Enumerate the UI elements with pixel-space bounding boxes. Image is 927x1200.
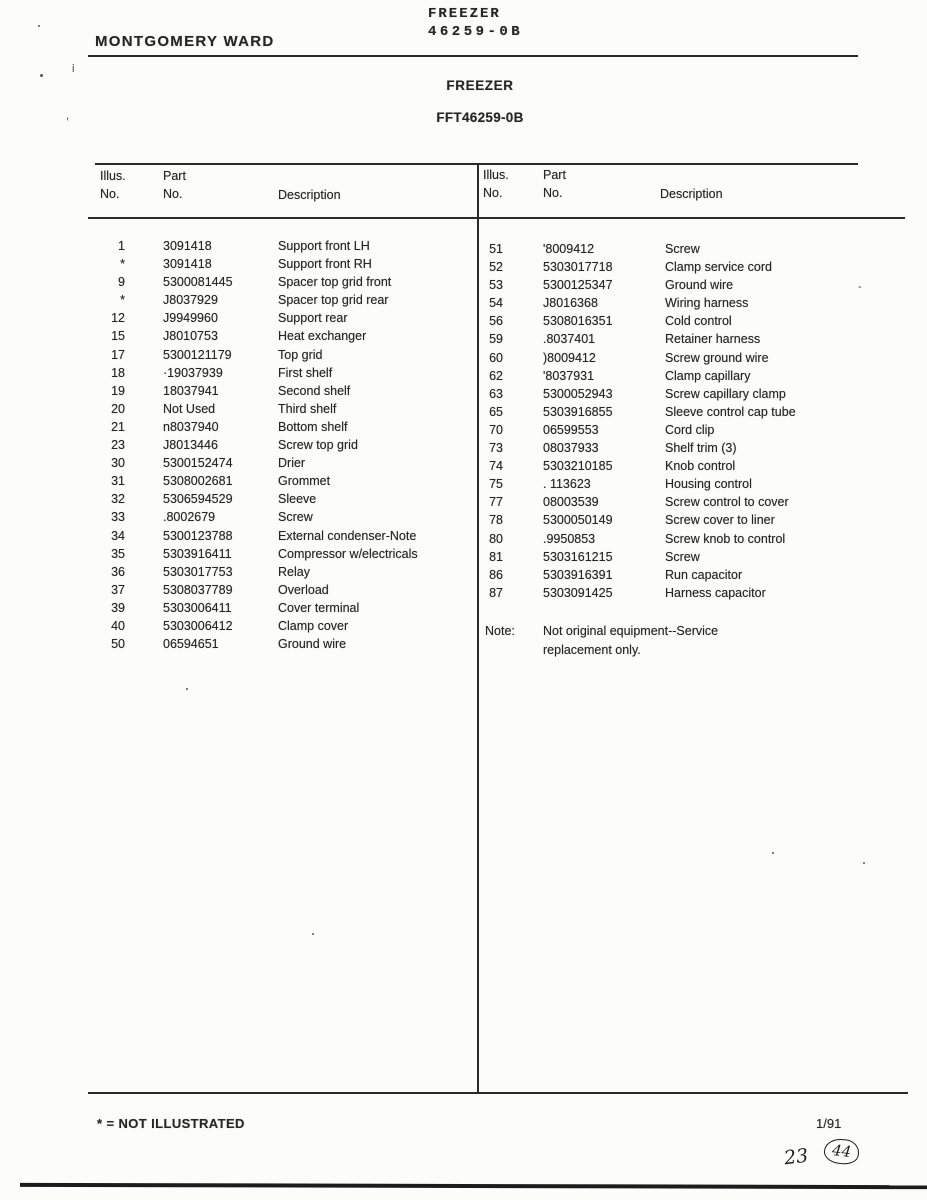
table-row (95, 581, 473, 599)
table-row (485, 403, 903, 421)
row-description: Knob control (665, 459, 736, 474)
row-description: Grommet (278, 474, 331, 489)
left-header-description: Description (278, 188, 341, 202)
row-part-no: Not Used (163, 401, 216, 416)
row-illus-no: 74 (489, 459, 503, 474)
row-illus-no: 18 (111, 365, 125, 380)
row-description: Cover terminal (278, 600, 360, 615)
row-illus-no: 63 (489, 386, 503, 401)
row-description: Screw knob to control (665, 531, 786, 546)
row-description: Retainer harness (665, 332, 761, 347)
row-description: Spacer top grid front (278, 275, 392, 290)
row-description: Support rear (278, 311, 348, 326)
row-illus-no: 52 (489, 260, 503, 275)
row-illus-no: 34 (111, 528, 125, 543)
table-bottom-rule (88, 1092, 908, 1094)
row-part-no: 5300125347 (543, 278, 613, 293)
row-description: Screw (665, 549, 700, 564)
row-description: Clamp service cord (665, 260, 772, 275)
row-part-no: ·19037939 (163, 365, 223, 380)
table-row (95, 327, 473, 345)
table-row (95, 400, 473, 418)
row-part-no: 5300081445 (163, 275, 233, 290)
row-part-no: .8037401 (543, 332, 596, 347)
table-row (485, 367, 903, 385)
table-row (485, 439, 903, 457)
row-illus-no: 86 (489, 567, 503, 582)
row-illus-no: 70 (489, 422, 503, 437)
right-header-part: Part (543, 168, 566, 182)
row-illus-no: 33 (111, 510, 125, 525)
row-part-no: 08037933 (543, 441, 599, 456)
row-description: Sleeve (278, 492, 317, 507)
left-header-part-no: No. (163, 187, 183, 201)
row-description: Spacer top grid rear (278, 293, 389, 308)
header-rule (88, 55, 858, 57)
row-illus-no: 59 (489, 332, 503, 347)
table-row (95, 472, 473, 490)
right-header-part-no: No. (543, 186, 563, 200)
row-part-no: J9949960 (163, 311, 218, 326)
row-description: Screw top grid (278, 438, 358, 453)
row-illus-no: 37 (111, 582, 125, 597)
row-description: Bottom shelf (278, 419, 348, 434)
right-header-illus-no: No. (483, 186, 503, 200)
row-illus-no: 65 (489, 404, 503, 419)
right-header-description: Description (660, 187, 723, 201)
scan-mark-dash: - (858, 281, 862, 293)
table-row (95, 635, 473, 653)
bottom-scan-edge (20, 1183, 927, 1189)
row-illus-no: 81 (489, 549, 503, 564)
row-description: Overload (278, 582, 329, 597)
table-row (485, 385, 903, 403)
row-illus-no: 35 (111, 546, 125, 561)
table-row (95, 255, 473, 273)
row-description: Cold control (665, 314, 732, 329)
row-illus-no: 30 (111, 456, 125, 471)
table-row (95, 418, 473, 436)
row-illus-no: 75 (489, 477, 503, 492)
row-description: Top grid (278, 347, 323, 362)
table-row (485, 548, 903, 566)
right-header-illus: Illus. (483, 168, 509, 182)
row-illus-no: 21 (111, 419, 125, 434)
row-illus-no: 39 (111, 600, 125, 615)
row-illus-no: 23 (111, 438, 125, 453)
scan-mark-i: i (72, 63, 75, 75)
document-number-line2: 46259-0B (428, 24, 524, 40)
not-illustrated-legend: * = NOT ILLUSTRATED (97, 1116, 245, 1131)
row-description: First shelf (278, 365, 333, 380)
row-part-no: 5303916391 (543, 567, 613, 582)
row-illus-no: 54 (489, 296, 503, 311)
row-part-no: )8009412 (543, 350, 596, 365)
parts-table-right (485, 240, 903, 602)
row-part-no: 5303916411 (163, 546, 232, 561)
row-part-no: '8009412 (543, 242, 595, 256)
brand-name: MONTGOMERY WARD (95, 33, 275, 50)
row-illus-no: 51 (489, 242, 503, 256)
row-illus-no: 78 (489, 513, 503, 528)
table-row (95, 599, 473, 617)
row-description: Screw control to cover (665, 495, 789, 510)
page-title: FREEZER (446, 78, 514, 93)
table-row (95, 291, 473, 309)
table-row (95, 508, 473, 526)
row-part-no: 3091418 (163, 257, 212, 272)
scan-mark-comma: , (66, 110, 70, 122)
row-description: Drier (278, 456, 306, 471)
row-description: Cord clip (665, 422, 715, 437)
row-description: Ground wire (665, 278, 734, 293)
row-description: Shelf trim (3) (665, 441, 737, 456)
row-description: Sleeve control cap tube (665, 404, 796, 419)
row-part-no: .8002679 (163, 510, 216, 525)
row-part-no: 5303006412 (163, 618, 233, 633)
table-row (95, 309, 473, 327)
row-illus-no: 87 (489, 585, 503, 600)
table-row (95, 364, 473, 382)
row-illus-no: 77 (489, 495, 503, 510)
table-row (485, 493, 903, 511)
table-row (485, 312, 903, 330)
row-part-no: 5306594529 (163, 492, 233, 507)
row-part-no: 5300121179 (163, 347, 232, 362)
row-part-no: .9950853 (543, 531, 596, 546)
row-part-no: '8037931 (543, 368, 595, 383)
table-row (485, 530, 903, 548)
row-part-no: 5303091425 (543, 585, 613, 600)
row-part-no: 5303017718 (543, 260, 613, 275)
row-part-no: 5308002681 (163, 474, 233, 489)
row-description: Support front LH (278, 239, 370, 253)
row-part-no: 5308037789 (163, 582, 233, 597)
row-illus-no: * (120, 293, 125, 308)
row-illus-no: 53 (489, 278, 503, 293)
table-row (485, 240, 903, 258)
table-row (95, 563, 473, 581)
row-part-no: 5303017753 (163, 564, 233, 579)
scan-speck (863, 862, 865, 864)
row-part-no: J8013446 (163, 438, 218, 453)
table-row (485, 294, 903, 312)
table-row (95, 545, 473, 563)
table-column-divider (477, 163, 479, 1094)
table-row (485, 475, 903, 493)
row-description: Wiring harness (665, 296, 749, 311)
row-description: Compressor w/electricals (278, 546, 418, 561)
table-row (95, 436, 473, 454)
note-text (543, 622, 718, 659)
table-row (485, 566, 903, 584)
document-number (428, 5, 523, 41)
row-part-no: 06599553 (543, 422, 599, 437)
row-description: Housing control (665, 477, 752, 492)
note-line2: replacement only. (543, 642, 641, 657)
row-illus-no: 12 (111, 311, 125, 326)
scan-speck (186, 688, 188, 690)
row-description: Screw capillary clamp (665, 386, 786, 401)
table-row (485, 349, 903, 367)
note-block (485, 622, 718, 659)
row-part-no: 5308016351 (543, 314, 613, 329)
scan-speck (40, 74, 43, 77)
row-part-no: 06594651 (163, 637, 219, 652)
table-row (485, 330, 903, 348)
row-part-no: 5300052943 (543, 386, 613, 401)
row-description: Clamp capillary (665, 368, 751, 383)
note-label: Note: (485, 624, 515, 638)
note-line1: Not original equipment--Service (543, 624, 719, 638)
row-part-no: 3091418 (163, 239, 212, 253)
row-illus-no: 31 (111, 474, 125, 489)
row-description: Harness capacitor (665, 585, 766, 600)
row-description: Screw (665, 242, 700, 256)
table-row (485, 421, 903, 439)
row-illus-no: 15 (111, 329, 125, 344)
scan-speck (38, 25, 40, 27)
row-illus-no: * (120, 257, 125, 272)
table-row (95, 273, 473, 291)
table-row (95, 382, 473, 400)
table-row (95, 454, 473, 472)
row-part-no: . 113623 (543, 477, 591, 492)
row-part-no: 08003539 (543, 495, 599, 510)
row-description: Ground wire (278, 637, 347, 652)
row-illus-no: 17 (111, 347, 125, 362)
row-description: Heat exchanger (278, 329, 367, 344)
row-part-no: J8037929 (163, 293, 218, 308)
row-illus-no: 40 (111, 618, 125, 633)
row-part-no: 5300152474 (163, 456, 233, 471)
row-description: Screw cover to liner (665, 513, 775, 528)
table-row (95, 346, 473, 364)
row-description: Second shelf (278, 383, 351, 398)
row-illus-no: 1 (118, 239, 125, 253)
table-row (485, 511, 903, 529)
model-number: FFT46259-0B (436, 110, 524, 125)
document-number-line1: FREEZER (428, 6, 501, 22)
left-header-illus-no: No. (100, 187, 120, 201)
revision-date: 1/91 (816, 1116, 842, 1131)
row-part-no: 5303916855 (543, 404, 613, 419)
row-illus-no: 19 (111, 383, 125, 398)
row-part-no: 5303161215 (543, 549, 613, 564)
row-description: Third shelf (278, 401, 337, 416)
scan-speck (772, 852, 774, 854)
table-row (95, 490, 473, 508)
row-illus-no: 36 (111, 564, 125, 579)
row-part-no: 5300050149 (543, 513, 613, 528)
left-header-illus: Illus. (100, 169, 126, 183)
row-part-no: J8010753 (163, 329, 218, 344)
table-row (95, 237, 473, 255)
table-row (95, 527, 473, 545)
row-illus-no: 80 (489, 531, 503, 546)
row-illus-no: 60 (489, 350, 503, 365)
row-part-no: 18037941 (163, 383, 219, 398)
handwritten-page-number: 23 (782, 1144, 810, 1170)
row-illus-no: 9 (118, 275, 125, 290)
table-row (95, 617, 473, 635)
row-description: Relay (278, 564, 310, 579)
row-illus-no: 50 (111, 637, 125, 652)
row-part-no: 5303210185 (543, 459, 613, 474)
row-part-no: n8037940 (163, 419, 219, 434)
row-illus-no: 73 (489, 441, 503, 456)
scan-speck (312, 933, 314, 935)
row-illus-no: 62 (489, 368, 503, 383)
table-row (485, 276, 903, 294)
row-description: Screw ground wire (665, 350, 769, 365)
table-row (485, 457, 903, 475)
row-part-no: 5303006411 (163, 600, 232, 615)
table-row (485, 258, 903, 276)
row-illus-no: 56 (489, 314, 503, 329)
row-part-no: 5300123788 (163, 528, 233, 543)
row-description: Screw (278, 510, 313, 525)
row-part-no: J8016368 (543, 296, 598, 311)
row-illus-no: 32 (111, 492, 125, 507)
handwritten-circled-number: 44 (823, 1137, 861, 1166)
row-description: Run capacitor (665, 567, 743, 582)
row-description: Support front RH (278, 257, 372, 272)
row-illus-no: 20 (111, 401, 125, 416)
row-description: Clamp cover (278, 618, 349, 633)
table-header-rule (88, 217, 905, 219)
table-row (485, 584, 903, 602)
left-header-part: Part (163, 169, 186, 183)
parts-table-left (95, 237, 473, 653)
row-description: External condenser-Note (278, 528, 417, 543)
